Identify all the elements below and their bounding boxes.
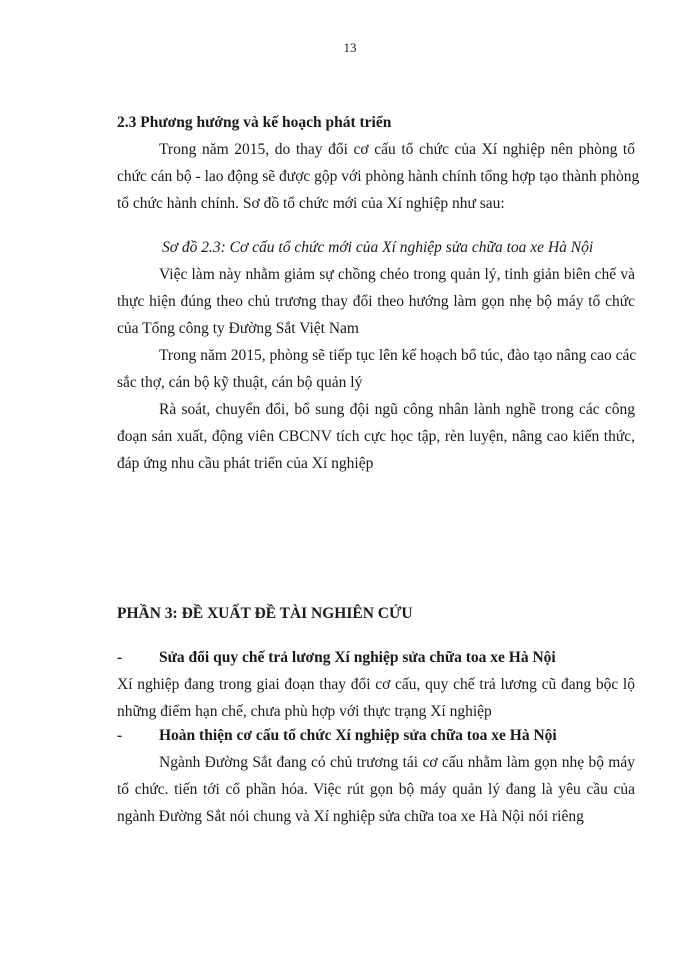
list-item-title-text: Sửa đổi quy chế trả lương Xí nghiệp sửa chữa toa xe Hà Nội: [159, 649, 556, 666]
section-heading: 2.3 Phương hướng và kế hoạch phát triển: [117, 114, 392, 131]
paragraph-line: Trong năm 2015, phòng sẽ tiếp tục lên kế hoạch bổ túc, đào tạo nâng cao các: [159, 347, 637, 364]
page-number: 13: [343, 40, 357, 55]
diagram-caption: Sơ đồ 2.3: Cơ cấu tổ chức mới của Xí nghiệp sửa chữa toa xe Hà Nội: [162, 239, 594, 256]
paragraph-line: của Tổng công ty Đường Sắt Việt Nam: [117, 320, 359, 337]
paragraph-line: ngành Đường Sắt nói chung và Xí nghiệp sửa chữa toa xe Hà Nội nói riêng: [117, 808, 584, 825]
paragraph-line: tổ chức. tiến tới cổ phần hóa. Việc rút gọn bộ máy quản lý đang là yêu cầu của: [117, 781, 635, 798]
paragraph-line: Ngành Đường Sắt đang có chủ trương tái cơ cấu nhằm làm gọn nhẹ bộ máy: [159, 754, 635, 771]
paragraph-line: Xí nghiệp đang trong giai đoạn thay đổi cơ cấu, quy chế trả lương cũ đang bộc lộ: [117, 676, 635, 693]
paragraph-line: chức cán bộ - lao động sẽ được gộp với phòng hành chính tổng hợp tạo thành phòng: [117, 168, 640, 185]
paragraph-line: Rà soát, chuyển đổi, bổ sung đội ngũ công nhân lành nghề trong các công: [159, 401, 635, 418]
paragraph-line: thực hiện đúng theo chủ trương thay đổi theo hướng làm gọn nhẹ bộ máy tổ chức: [117, 293, 635, 310]
list-item-title-text: Hoàn thiện cơ cấu tổ chức Xí nghiệp sửa chữa toa xe Hà Nội: [159, 727, 557, 744]
paragraph-line: những điểm hạn chế, chưa phù hợp với thực trạng Xí nghiệp: [117, 703, 492, 720]
list-dash: -: [117, 649, 123, 666]
paragraph-line: Việc làm này nhằm giảm sự chồng chéo trong quản lý, tinh giản biên chế và: [159, 266, 635, 283]
paragraph-line: đoạn sản xuất, động viên CBCNV tích cực học tập, rèn luyện, nâng cao kiến thức,: [117, 428, 635, 445]
part-heading: PHẦN 3: ĐỀ XUẤT ĐỀ TÀI NGHIÊN CỨU: [117, 605, 413, 622]
paragraph-line: đáp ứng nhu cầu phát triển của Xí nghiệp: [117, 455, 374, 472]
paragraph-line: tổ chức hành chính. Sơ đồ tổ chức mới của Xí nghiệp như sau:: [117, 195, 505, 212]
list-dash: -: [117, 727, 123, 744]
list-item-title: [117, 647, 556, 669]
paragraph-line: Trong năm 2015, do thay đổi cơ cấu tổ chức của Xí nghiệp nên phòng tổ: [159, 141, 635, 158]
paragraph-line: sắc thợ, cán bộ kỹ thuật, cán bộ quản lý: [117, 374, 363, 391]
list-item-title: [117, 725, 557, 747]
